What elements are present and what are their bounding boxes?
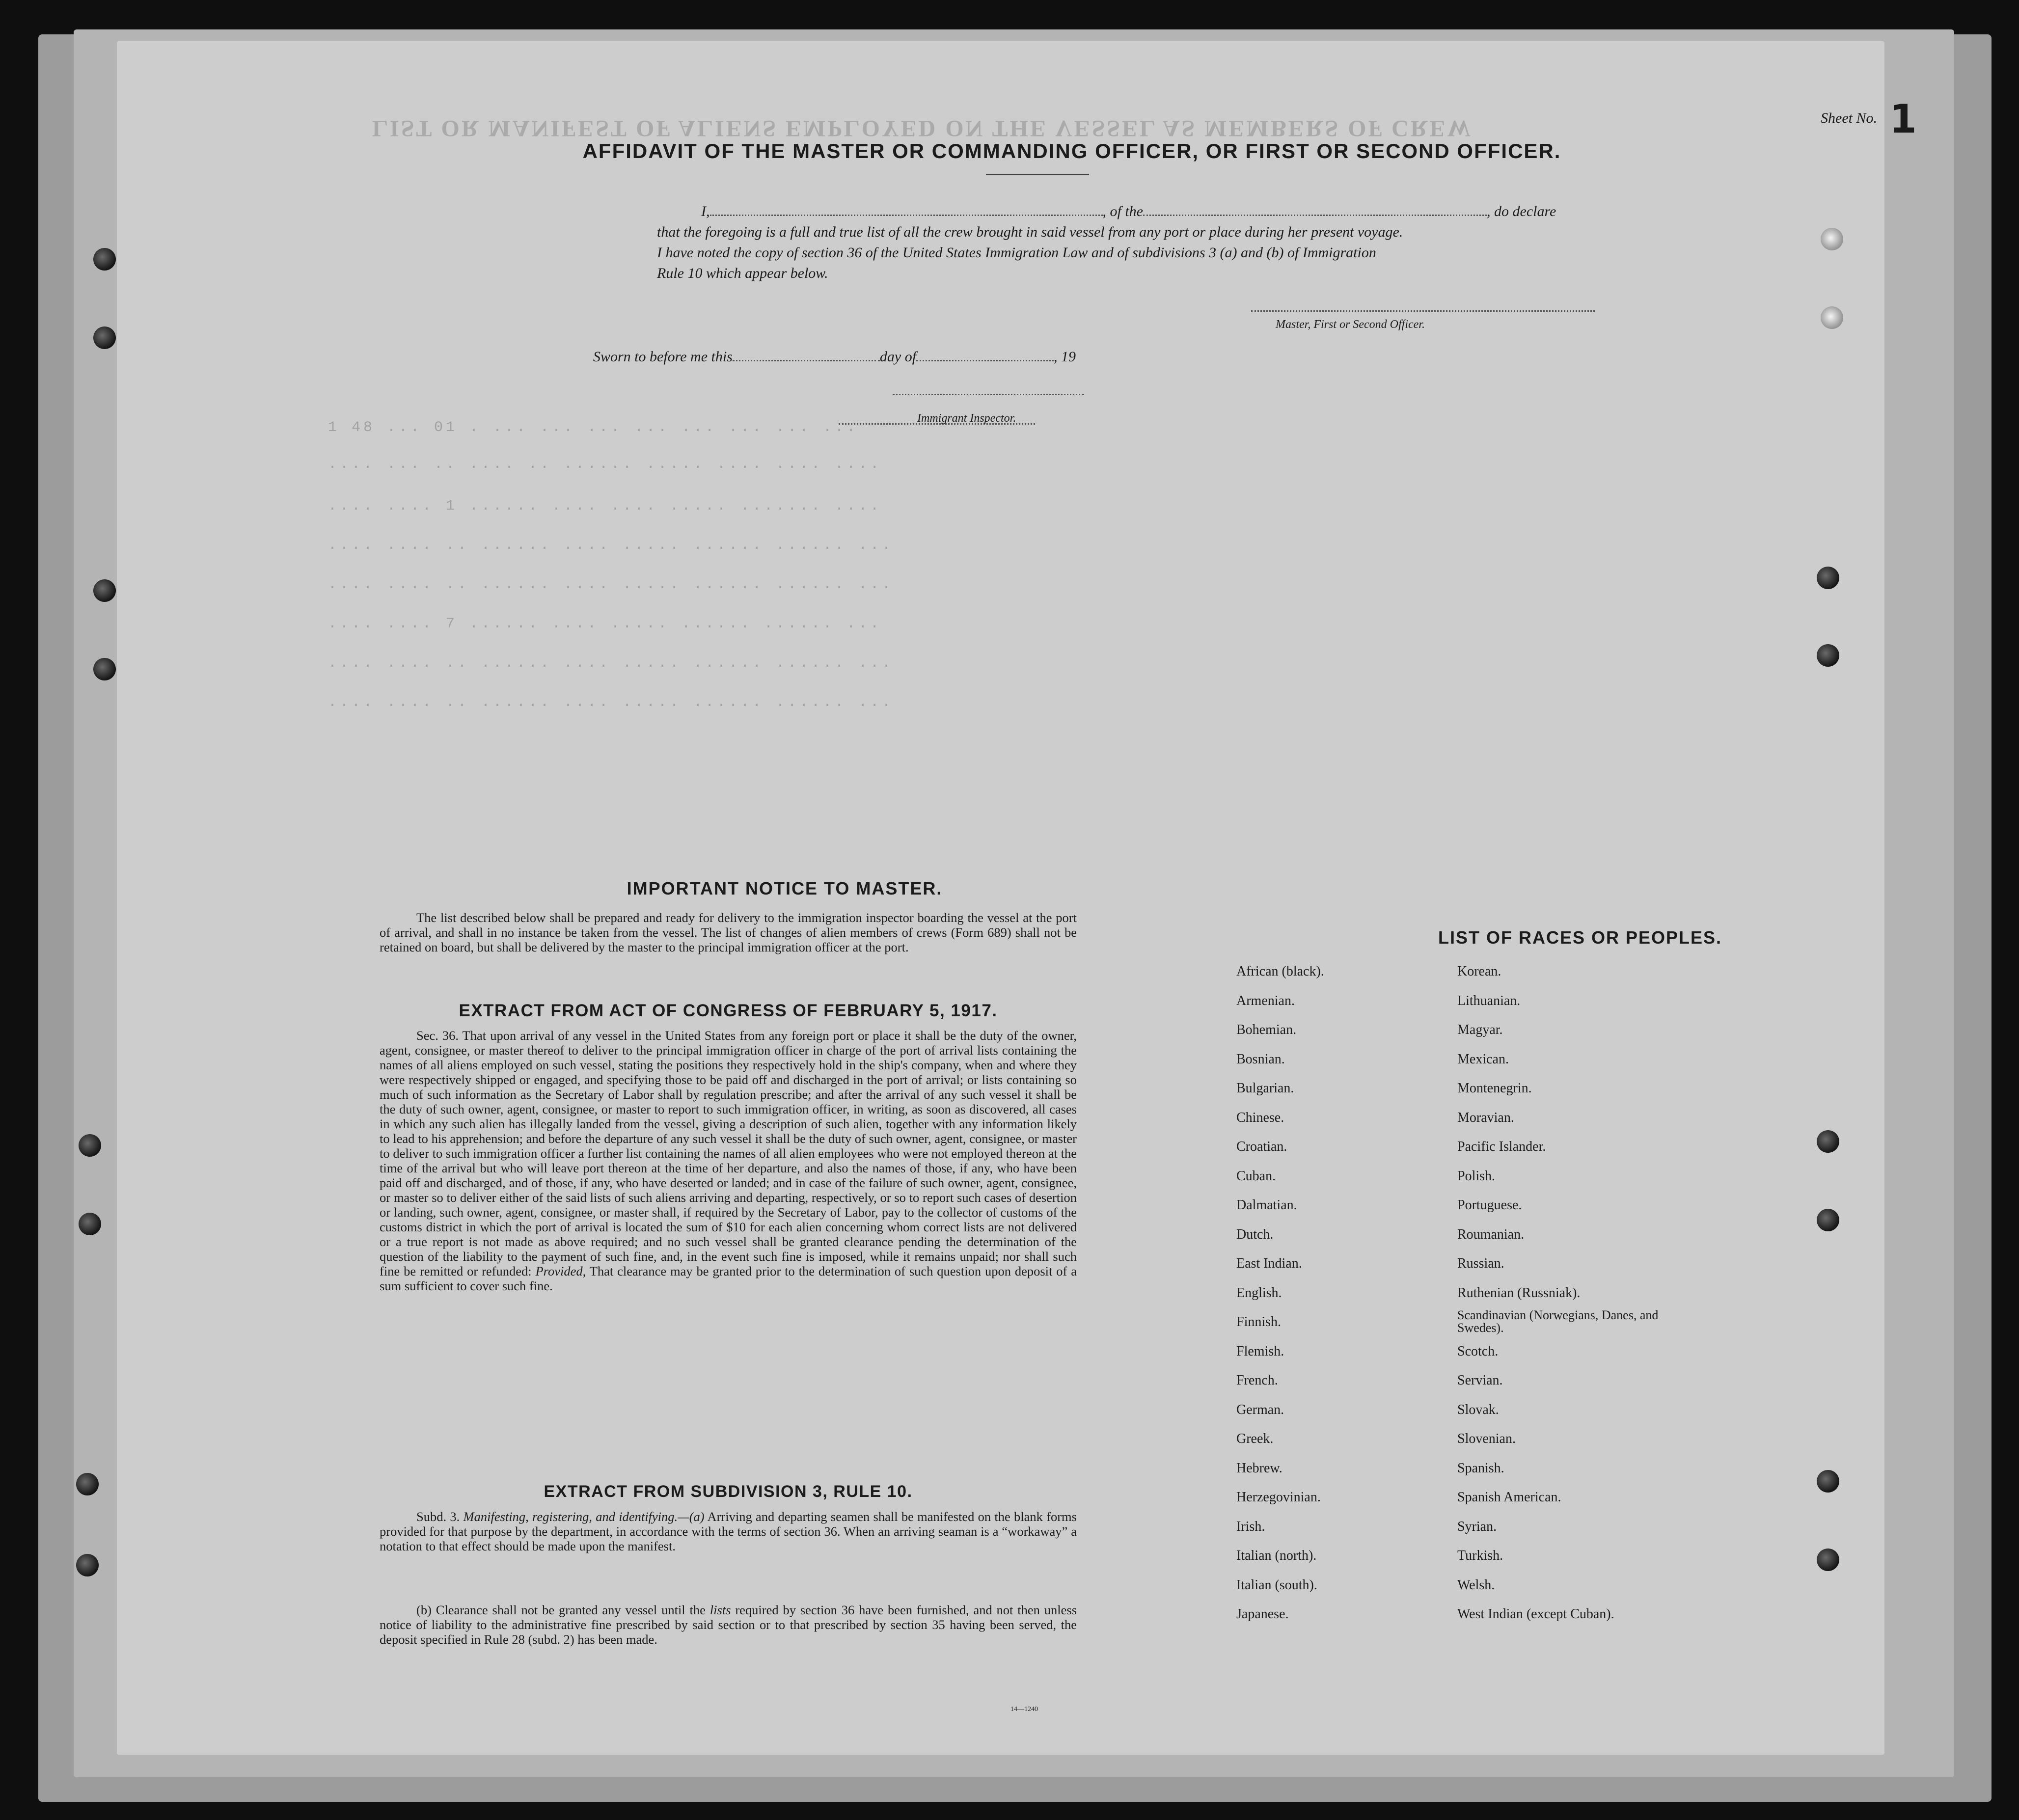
bleed-through-text: .... ... .. .... .. ...... ..... .... .... .... — [328, 456, 882, 473]
affidavit-line-3: I have noted the copy of section 36 of the United States Immigration Law and of subdivisions 3 (a) and (b) of Immigration — [657, 244, 1376, 261]
subd-heading: Manifesting, registering, and identifying.—(a) — [463, 1509, 705, 1524]
bleed-through-text: 1 48 ... 01 . ... ... ... ... ... ... ... ... — [328, 419, 859, 436]
bleed-through-text: .... .... .. ...... .... ..... ...... ...... ... — [328, 576, 894, 593]
race-item: Bohemian. — [1236, 1022, 1297, 1037]
race-item: African (black). — [1236, 964, 1324, 979]
race-item: Irish. — [1236, 1519, 1265, 1534]
race-item: Finnish. — [1236, 1314, 1282, 1330]
inspector-label: Immigrant Inspector. — [917, 412, 1016, 425]
inspector-signature-line — [893, 394, 1084, 395]
race-item: Dutch. — [1236, 1226, 1274, 1242]
race-item: Polish. — [1457, 1168, 1496, 1184]
race-item: Roumanian. — [1457, 1226, 1525, 1242]
affidavit-i: I, — [701, 203, 710, 219]
act-extract-title: EXTRACT FROM ACT OF CONGRESS OF FEBRUARY 5, 1917. — [459, 1001, 998, 1020]
race-item: Flemish. — [1236, 1343, 1284, 1359]
sworn-line — [593, 349, 1076, 365]
affidavit-do-declare: , do declare — [1487, 203, 1556, 219]
race-item: Dalmatian. — [1236, 1197, 1297, 1213]
bleed-through-text: .... .... .. ...... .... ..... ...... ...... ... — [328, 537, 894, 554]
sworn-day-of: day of — [879, 349, 917, 365]
race-item: Hebrew. — [1236, 1460, 1282, 1476]
binder-hole — [79, 1134, 101, 1157]
bleed-through-text: .... .... .. ...... .... ..... ...... ...... ... — [328, 694, 894, 711]
race-item: Syrian. — [1457, 1519, 1497, 1534]
race-item: Chinese. — [1236, 1110, 1284, 1125]
race-item: Magyar. — [1457, 1022, 1503, 1037]
affidavit-of-the: , of the — [1102, 203, 1143, 219]
race-item: Mexican. — [1457, 1051, 1509, 1067]
rule-extract-title: EXTRACT FROM SUBDIVISION 3, RULE 10. — [544, 1482, 913, 1501]
race-item: English. — [1236, 1285, 1282, 1301]
race-item: Italian (south). — [1236, 1577, 1317, 1593]
race-item: West Indian (except Cuban). — [1457, 1606, 1614, 1622]
race-item: Cuban. — [1236, 1168, 1276, 1184]
sheet-number: 1 — [1889, 96, 1917, 142]
sworn-year: , 19 — [1054, 349, 1076, 365]
race-item: Spanish. — [1457, 1460, 1504, 1476]
binder-hole — [1817, 1548, 1839, 1571]
race-item: Ruthenian (Russniak). — [1457, 1285, 1581, 1301]
race-item: Scandinavian (Norwegians, Danes, and Swedes). — [1457, 1308, 1659, 1335]
bleed-through-text: LIST OR MANIFEST OF ALIENS EMPLOYED ON THE VESSEL AS MEMBERS OF CREW — [372, 115, 1473, 141]
bleed-through-text: .... .... 1 ...... .... .... ..... ....... .... — [328, 498, 882, 515]
sworn-text: Sworn to before me this — [593, 349, 733, 365]
race-item: Bosnian. — [1236, 1051, 1285, 1067]
race-item: East Indian. — [1236, 1256, 1302, 1271]
bleed-through-text: .... .... 7 ...... .... ..... ...... ...... ... — [328, 616, 882, 632]
race-item: Pacific Islander. — [1457, 1139, 1546, 1154]
affidavit-title: AFFIDAVIT OF THE MASTER OR COMMANDING OFFICER, OR FIRST OR SECOND OFFICER. — [582, 139, 1561, 163]
section-number: Sec. 36. — [416, 1028, 459, 1043]
subd-para-b-rest: required by section 36 have been furnished, and not then unless notice of liability to the administrative fine prescribed by said section or to that prescribed by section 35 having been served, the deposit specified in Rule 28 (subd. 2) has been made. — [380, 1603, 1077, 1647]
race-item: Japanese. — [1236, 1606, 1289, 1622]
affidavit-declaration-line — [701, 203, 1556, 220]
race-item: Slovenian. — [1457, 1431, 1516, 1446]
binder-hole — [93, 248, 116, 271]
notice-body: The list described below shall be prepared and ready for delivery to the immigration inspector boarding the vessel at the port of arrival, and shall in no instance be taken from the vessel. The list of changes of alien members of crews (Form 689) shall not be retained on board, but shall be delivered by the master to the principal immigration officer at the port. — [380, 910, 1077, 954]
subd-para-b-prefix: (b) Clearance shall not be granted any vessel until the — [416, 1603, 706, 1617]
race-item: Spanish American. — [1457, 1490, 1561, 1505]
bleed-through-text: .... .... .. ...... .... ..... ...... ...... ... — [328, 655, 894, 672]
binder-hole — [1821, 306, 1843, 329]
subd-number: Subd. 3. — [416, 1509, 460, 1524]
race-item: Scotch. — [1457, 1343, 1499, 1359]
race-item: French. — [1236, 1373, 1278, 1388]
title-rule — [986, 174, 1089, 175]
affidavit-line-4: Rule 10 which appear below. — [657, 265, 828, 281]
binder-hole — [1817, 644, 1839, 667]
rule-extract-para-a — [380, 1509, 1077, 1553]
binder-hole — [93, 579, 116, 602]
race-item: Herzegovinian. — [1236, 1490, 1321, 1505]
proviso-text: That clearance may be granted prior to the determination of such question upon deposit of a sum sufficient to cover such fine. — [380, 1264, 1077, 1293]
race-item: Welsh. — [1457, 1577, 1495, 1593]
binder-hole — [1817, 1209, 1839, 1231]
race-item: Moravian. — [1457, 1110, 1514, 1125]
race-item: Croatian. — [1236, 1139, 1287, 1154]
binder-hole — [76, 1554, 99, 1576]
affidavit-line-2: that the foregoing is a full and true list of all the crew brought in said vessel from any port or place during her present voyage. — [657, 224, 1403, 240]
binder-hole — [1817, 1470, 1839, 1493]
race-item: Russian. — [1457, 1256, 1504, 1271]
binder-hole — [1817, 567, 1839, 589]
race-item: Italian (north). — [1236, 1548, 1317, 1563]
section-text: That upon arrival of any vessel in the United States from any foreign port or place it shall be the duty of the owner, agent, consignee, or master thereof to deliver to the principal immigration officer in charge of the port of arrival lists containing the names of all aliens employed on such vessel, stating the positions they respectively hold in the ship's company, when and where they were respectively shipped or engaged, and specifying those to be paid off and discharged in the port of arrival; or lists containing so much of such information as the Secretary of Labor shall by regulation prescribe; and after the arrival of any such vessel it shall be the duty of such owner, agent, consignee, or master to report to such immigration officer, in writing, as soon as discovered, all cases in which any such alien has illegally landed from the vessel, giving a description of such alien, together with any information likely to lead to his apprehension; and before the departure of any such vessel it shall be the duty of such owner, agent, consignee, or master to deliver to such immigration officer a further list containing the names of all alien employees who were not employed thereon at the time of the arrival but who will leave port thereon at the time of her departure, and also the names of those, if any, who have been paid off and discharged, and of those, if any, who have deserted or landed; and in case of the failure of such owner, agent, consignee, or master so to deliver either of the said lists of such aliens arriving and departing, respectively, or so to report such cases of desertion or landing, such owner, agent, consignee, or master shall, if required by the Secretary of Labor, pay to the collector of customs of the customs district in which the port of arrival is located the sum of $10 for each alien concerning whom correct lists are not delivered or a true report is not made as above required; and no such vessel shall be granted clearance pending the determination of the question of the liability to the payment of such fine, and, in the event such fine is imposed, while it remains unpaid; nor shall such fine be remitted or refunded: — [380, 1028, 1077, 1278]
binder-hole — [1817, 1130, 1839, 1153]
race-item: Servian. — [1457, 1373, 1503, 1388]
act-extract-body — [380, 1028, 1077, 1293]
race-item: Turkish. — [1457, 1548, 1503, 1563]
notice-title: IMPORTANT NOTICE TO MASTER. — [627, 878, 943, 898]
race-item: Slovak. — [1457, 1402, 1499, 1417]
binder-hole — [76, 1473, 99, 1495]
race-item: Portuguese. — [1457, 1197, 1522, 1213]
race-item: Armenian. — [1236, 993, 1295, 1008]
races-title: LIST OF RACES OR PEOPLES. — [1438, 927, 1722, 948]
binder-hole — [1821, 228, 1843, 250]
manifest-page — [117, 41, 1917, 1755]
binder-hole — [93, 658, 116, 680]
race-item: Korean. — [1457, 964, 1501, 979]
subd-para-a: Arriving and departing seamen shall be manifested on the blank forms provided for that purpose by the department, in accordance with the terms of section 36. When an arriving seaman is a “workaway” a notation to that effect should be made upon the manifest. — [380, 1509, 1077, 1553]
race-item: Lithuanian. — [1457, 993, 1521, 1008]
rule-extract-para-b — [380, 1603, 1077, 1647]
race-item: German. — [1236, 1402, 1284, 1417]
race-item: Greek. — [1236, 1431, 1274, 1446]
binder-hole — [79, 1213, 101, 1235]
race-item: Montenegrin. — [1457, 1081, 1532, 1096]
race-item: Bulgarian. — [1236, 1081, 1294, 1096]
signature-label: Master, First or Second Officer. — [1276, 318, 1425, 331]
proviso-word: Provided, — [535, 1264, 586, 1278]
subd-para-b-lists: lists — [709, 1603, 731, 1617]
sheet-number-label: Sheet No. — [1821, 110, 1877, 126]
binder-hole — [93, 326, 116, 349]
signature-line — [1251, 310, 1595, 312]
form-code: 14—1240 — [1010, 1706, 1038, 1713]
